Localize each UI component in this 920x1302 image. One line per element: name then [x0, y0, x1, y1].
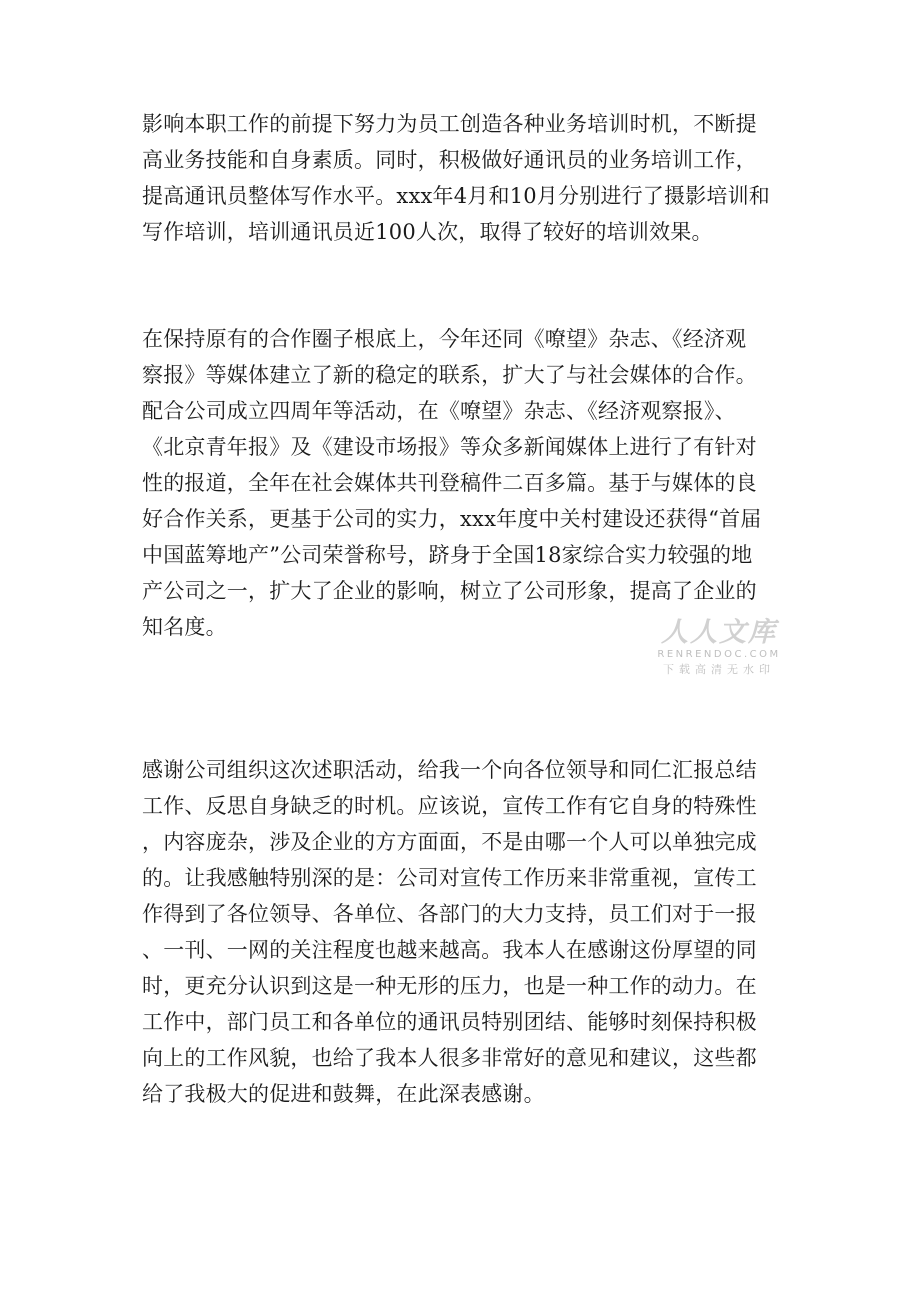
watermark-url: RENRENDOC.COM: [657, 649, 781, 660]
text-line: 向上的工作风貌，也给了我本人很多非常好的意见和建议，这些都: [142, 1046, 757, 1070]
paragraph-thanks: [142, 752, 782, 1112]
text-line: ，内容庞杂，涉及企业的方方面面，不是由哪一个人可以单独完成: [142, 830, 757, 854]
paragraph-media-cooperation: [142, 321, 782, 645]
text-line: 提高通讯员整体写作水平。xxx年4月和10月分别进行了摄影培训和: [142, 184, 771, 208]
text-line: 配合公司成立四周年等活动，在《嘹望》杂志、《经济观察报》、: [142, 399, 736, 423]
text-line: 工作、反思自身缺乏的时机。应该说，宣传工作有它自身的特殊性: [142, 794, 757, 818]
watermark-subtitle: 下载高清无水印: [663, 663, 775, 676]
text-line: 产公司之一，扩大了企业的影响，树立了公司形象，提高了企业的: [142, 579, 757, 603]
text-line: 好合作关系，更基于公司的实力，xxx年度中关村建设还获得“首届: [142, 507, 762, 531]
text-line: 察报》等媒体建立了新的稳定的联系，扩大了与社会媒体的合作。: [142, 363, 757, 387]
text-line: 《北京青年报》及《建设市场报》等众多新闻媒体上进行了有针对: [142, 435, 757, 459]
text-line: 工作中，部门员工和各单位的通讯员特别团结、能够时刻保持积极: [142, 1010, 757, 1034]
text-line: 时，更充分认识到这是一种无形的压力，也是一种工作的动力。在: [142, 974, 757, 998]
text-line: 在保持原有的合作圈子根底上，今年还同《嘹望》杂志、《经济观: [142, 327, 747, 351]
paragraph-training: [142, 106, 782, 250]
text-line: 高业务技能和自身素质。同时，积极做好通讯员的业务培训工作，: [142, 148, 757, 172]
text-line: 的。让我感触特别深的是：公司对宣传工作历来非常重视，宣传工: [142, 866, 757, 890]
text-line: 性的报道，全年在社会媒体共刊登稿件二百多篇。基于与媒体的良: [142, 471, 757, 495]
text-line: 影响本职工作的前提下努力为员工创造各种业务培训时机，不断提: [142, 112, 757, 136]
text-line: 写作培训，培训通讯员近100人次，取得了较好的培训效果。: [142, 220, 713, 244]
text-line: 给了我极大的促进和鼓舞，在此深表感谢。: [142, 1082, 545, 1106]
text-line: 知名度。: [142, 615, 227, 639]
text-line: 感谢公司组织这次述职活动，给我一个向各位领导和同仁汇报总结: [142, 758, 757, 782]
text-line: 中国蓝筹地产”公司荣誉称号，跻身于全国18家综合实力较强的地: [142, 543, 753, 567]
text-line: 作得到了各位领导、各单位、各部门的大力支持，员工们对于一报: [142, 902, 757, 926]
watermark-title: 人人文库: [661, 617, 777, 648]
text-line: 、一刊、一网的关注程度也越来越高。我本人在感谢这份厚望的同: [142, 938, 757, 962]
